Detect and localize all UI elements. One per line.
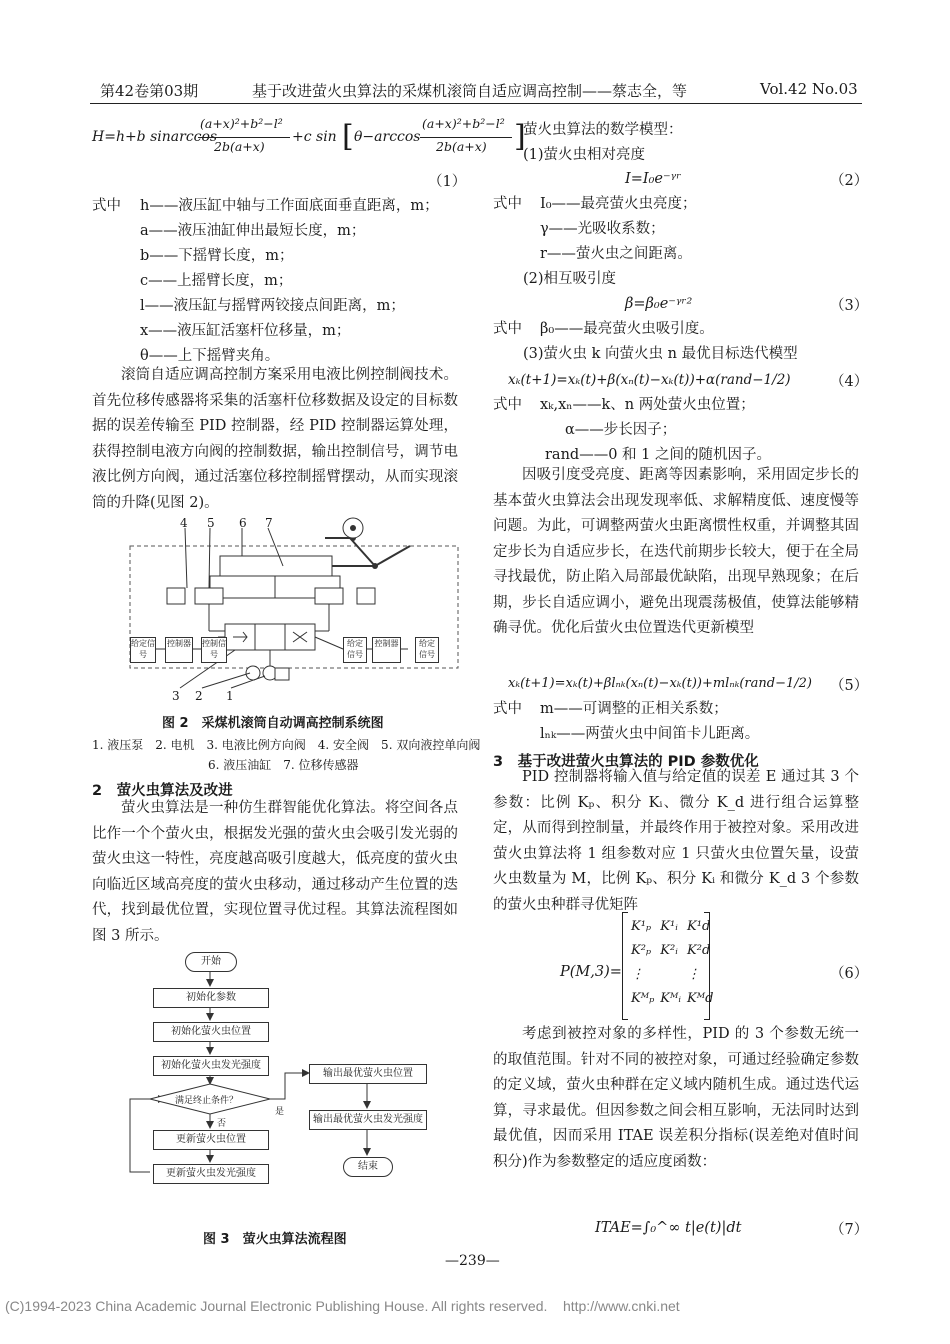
- var-I0: I₀——最亮萤火虫亮度；: [540, 196, 697, 212]
- paragraph-itae: [493, 1022, 859, 1175]
- fig2-legend-line2: 6. 液压油缸 7. 位移传感器: [208, 758, 359, 772]
- item-relative-brightness: (1)萤火虫相对亮度: [523, 147, 646, 163]
- fig2-diagram: [125, 516, 470, 706]
- eq1-mid: +c sin: [292, 129, 337, 145]
- fig2-given-signal-mid: 给定信号: [343, 637, 367, 663]
- var-m: m——可调整的正相关系数；: [540, 701, 728, 717]
- eq1-frac2-den: 2b(a+x): [436, 139, 487, 154]
- header-rule: [90, 103, 862, 104]
- matrix-cell: ⋮: [631, 966, 644, 982]
- var-beta0: β₀——最亮萤火虫吸引度。: [540, 321, 714, 337]
- eq1-bracket-close: ]: [514, 119, 526, 154]
- equation-7: ITAE=∫₀^∞ t|e(t)|dt: [595, 1220, 742, 1236]
- matrix-cell: K¹ₚ: [631, 918, 652, 934]
- eq5-number: （5）: [830, 678, 869, 694]
- matrix-cell: K¹ᵢ: [660, 918, 678, 934]
- page-number: —239—: [445, 1253, 500, 1269]
- flow-decision-label: 满足终止条件？: [175, 1096, 239, 1106]
- var-a: a——液压油缸伸出最短长度，m；: [140, 223, 366, 239]
- equation-3: β=β₀e⁻ᵞʳ²: [625, 296, 693, 312]
- eq1-number: （1）: [428, 174, 467, 190]
- copyright-footer: (C)1994-2023 China Academic Journal Electronic Publishing House. All rights reserved. http://www.cnki.net: [5, 1298, 680, 1314]
- section-3-title: 3 基于改进萤火虫算法的 PID 参数优化: [493, 754, 759, 770]
- eq4-number: （4）: [830, 374, 869, 390]
- matrix-row: [628, 986, 716, 1010]
- eq1-frac2-num: (a+x)²+b²−l²: [422, 116, 505, 131]
- var-rand: rand——0 和 1 之间的随机因子。: [545, 447, 771, 463]
- eq1-frac-num: (a+x)²+b²−l²: [200, 116, 283, 131]
- item-attraction: (2)相互吸引度: [523, 271, 617, 287]
- fig2-given-signal-left: 给定信号: [130, 637, 156, 663]
- eq1-bracket-open: [: [342, 119, 354, 154]
- paragraph-improvement: [493, 463, 859, 642]
- var-r: r——萤火虫之间距离。: [540, 246, 692, 262]
- flow-update-position: 更新萤火虫位置: [153, 1130, 269, 1150]
- matrix-cell: K²ᵢ: [660, 942, 678, 958]
- header-issue: 第42卷第03期: [100, 82, 199, 100]
- section-2-title: 2 萤火虫算法及改进: [92, 783, 233, 799]
- flow-output-position: 输出最优萤火虫位置: [309, 1064, 427, 1084]
- matrix-cell: [657, 962, 684, 986]
- paragraph-itae-text: 考虑到被控对象的多样性，PID 的 3 个参数无统一的取值范围。针对不同的被控对象，可通过经验确定参数的定义域，萤火虫种群在定义域内随机生成。通过迭代运算，寻求最优。但因参数之间会相互影响，无法同时达到最优值，因而采用 ITAE 误差积分指标(误差绝对值时间积分)作为参数整定的适应度函数：: [493, 1026, 859, 1170]
- paragraph-control-scheme: [92, 363, 458, 516]
- equation-2: I=I₀e⁻ᵞʳ: [625, 171, 682, 187]
- matrix-cell: Kᴹd: [687, 990, 714, 1006]
- matrix-row: [628, 938, 716, 962]
- paragraph-firefly-intro: [92, 796, 458, 949]
- var-l: l——液压缸与摇臂两铰接点间距离，m；: [140, 298, 405, 314]
- header-title: 基于改进萤火虫算法的采煤机滚筒自适应调高控制——蔡志全，等: [252, 82, 688, 100]
- paragraph-pid-text: PID 控制器将输入值与给定值的误差 E 通过其 3 个参数：比例 Kₚ、积分 Kᵢ、微分 K_d 进行组合运算整定，从而得到控制量，并最终作用于被控对象。采用改进萤火虫算法将 1 组参数对应 1 只萤火虫位置矢量，设萤火虫数量为 M，比例 Kₚ、积分 Kᵢ 和微分 K_d 3 个参数的萤火虫种群寻优矩阵: [493, 769, 859, 913]
- eq6-lhs: P(M,3)=: [560, 964, 622, 980]
- matrix-cell: Kᴹₚ: [631, 990, 655, 1006]
- callout-1: 1: [226, 689, 234, 703]
- eq6-matrix: [622, 912, 714, 1020]
- fig3-caption: 图 3 萤火虫算法流程图: [203, 1232, 347, 1247]
- callout-3: 3: [172, 689, 180, 703]
- fig2-legend-line1: 1. 液压泵 2. 电机 3. 电液比例方向阀 4. 安全阀 5. 双向液控单向阀: [92, 738, 481, 752]
- matrix-cell: Kᴹᵢ: [660, 990, 682, 1006]
- eq1-frac2-bar: [420, 137, 512, 138]
- var-alpha: α——步长因子；: [565, 422, 677, 438]
- paragraph-improvement-text: 因吸引度受亮度、距离等因素影响，采用固定步长的基本萤火虫算法会出现发现率低、求解精度低、速度慢等问题。为此，可调整两萤火虫距离惯性权重，并调整其固定步长为自适应步长，在迭代前期步长较大，便于在全局寻找最优，防止陷入局部最优缺陷，出现早熟现象；在后期，步长自适应调小，避免出现震荡极值，使算法能够精确寻优。优化后萤火虫位置迭代更新模型: [493, 467, 859, 636]
- flow-end: 结束: [343, 1157, 393, 1177]
- callout-7: 7: [265, 516, 273, 530]
- right-intro: 萤火虫算法的数学模型：: [523, 122, 683, 138]
- flow-no-label: 否: [217, 1119, 227, 1129]
- figure-2: [125, 516, 470, 706]
- eq3-number: （3）: [830, 298, 869, 314]
- where-label-5: 式中: [493, 701, 522, 717]
- flow-init-positions: 初始化萤火虫位置: [153, 1022, 269, 1042]
- where-label-2: 式中: [493, 196, 522, 212]
- flow-update-brightness: 更新萤火虫发光强度: [153, 1164, 269, 1184]
- eq6-number: （6）: [830, 966, 869, 982]
- callout-4: 4: [180, 516, 188, 530]
- matrix-cell: K²d: [687, 942, 711, 958]
- equation-5: xₖ(t+1)=xₖ(t)+βlₙₖ(xₙ(t)−xₖ(t))+mlₙₖ(rand−1/2): [508, 676, 812, 691]
- eq7-number: （7）: [830, 1222, 869, 1238]
- flow-yes-label: 是: [275, 1107, 285, 1117]
- paragraph-pid: [493, 765, 859, 918]
- header-volume: Vol.42 No.03: [760, 80, 858, 98]
- callout-2: 2: [195, 689, 203, 703]
- var-c: c——上摇臂长度，m；: [140, 273, 293, 289]
- matrix-row: [628, 962, 716, 986]
- item-iteration: (3)萤火虫 k 向萤火虫 n 最优目标迭代模型: [523, 346, 798, 362]
- fig2-controller-right: 控制器: [372, 637, 401, 663]
- paragraph-firefly-intro-text: 萤火虫算法是一种仿生群智能优化算法。将空间各点比作一个个萤火虫，根据发光强的萤火虫会吸引发光弱的萤火虫这一特性，亮度越高吸引度越大，低亮度的萤火虫向临近区域高亮度的萤火虫移动，通过移动产生位置的迭代，找到最优位置，实现位置寻优过程。其算法流程图如图 3 所示。: [92, 800, 458, 944]
- var-h: h——液压缸中轴与工作面底面垂直距离，m；: [140, 198, 439, 214]
- eq1-bracket-left: θ−arccos: [354, 129, 421, 145]
- flow-init-brightness: 初始化萤火虫发光强度: [153, 1056, 269, 1076]
- callout-6: 6: [239, 516, 247, 530]
- flow-output-brightness: 输出最优萤火虫发光强度: [309, 1110, 427, 1130]
- callout-5: 5: [207, 516, 215, 530]
- var-lnk: lₙₖ——两萤火虫中间笛卡儿距离。: [540, 726, 760, 742]
- eq1-lhs: H=h+b sinarccos: [92, 129, 218, 145]
- flow-start: 开始: [185, 952, 237, 972]
- motor-icon: [246, 666, 260, 680]
- eq1-frac-den: 2b(a+x): [214, 139, 265, 154]
- var-x: x——液压缸活塞杆位移量，m；: [140, 323, 351, 339]
- where-label-1: 式中: [92, 198, 121, 214]
- var-gamma: γ——光吸收系数；: [540, 221, 665, 237]
- flow-init-params: 初始化参数: [153, 988, 269, 1008]
- matrix-table: [628, 914, 716, 1010]
- equation-4: xₖ(t+1)=xₖ(t)+β(xₙ(t)−xₖ(t))+α(rand−1/2): [508, 372, 791, 388]
- var-b: b——下摇臂长度，m；: [140, 248, 294, 264]
- eq2-number: （2）: [830, 173, 869, 189]
- var-theta: θ——上下摇臂夹角。: [140, 348, 280, 364]
- eq1-frac-bar: [198, 137, 290, 138]
- matrix-cell: K¹d: [687, 918, 711, 934]
- fig2-given-signal-right: 给定信号: [415, 637, 439, 663]
- equation-1: [92, 116, 526, 166]
- matrix-cell: ⋮: [687, 966, 701, 982]
- matrix-cell: K²ₚ: [631, 942, 652, 958]
- fig2-control-signal: 控制信号: [201, 637, 227, 663]
- figure-3: [125, 950, 445, 1220]
- paragraph-control-scheme-text: 滚筒自适应调高控制方案采用电液比例控制阀技术。首先位移传感器将采集的活塞杆位移数据及设定的目标数据的误差传输至 PID 控制器，经 PID 控制器运算处理，获得控制电液方向阀的控制数据，输出控制信号，调节电液比例方向阀，通过活塞位移控制摇臂摆动，从而实现滚筒的升降(见图 2)。: [92, 367, 458, 511]
- where-label-4: 式中: [493, 397, 522, 413]
- where-label-3: 式中: [493, 321, 522, 337]
- fig2-caption: 图 2 采煤机滚筒自动调高控制系统图: [162, 716, 384, 731]
- fig2-controller-left: 控制器: [165, 637, 193, 663]
- matrix-row: [628, 914, 716, 938]
- var-xk-xn: xₖ,xₙ——k、n 两处萤火虫位置；: [540, 397, 755, 413]
